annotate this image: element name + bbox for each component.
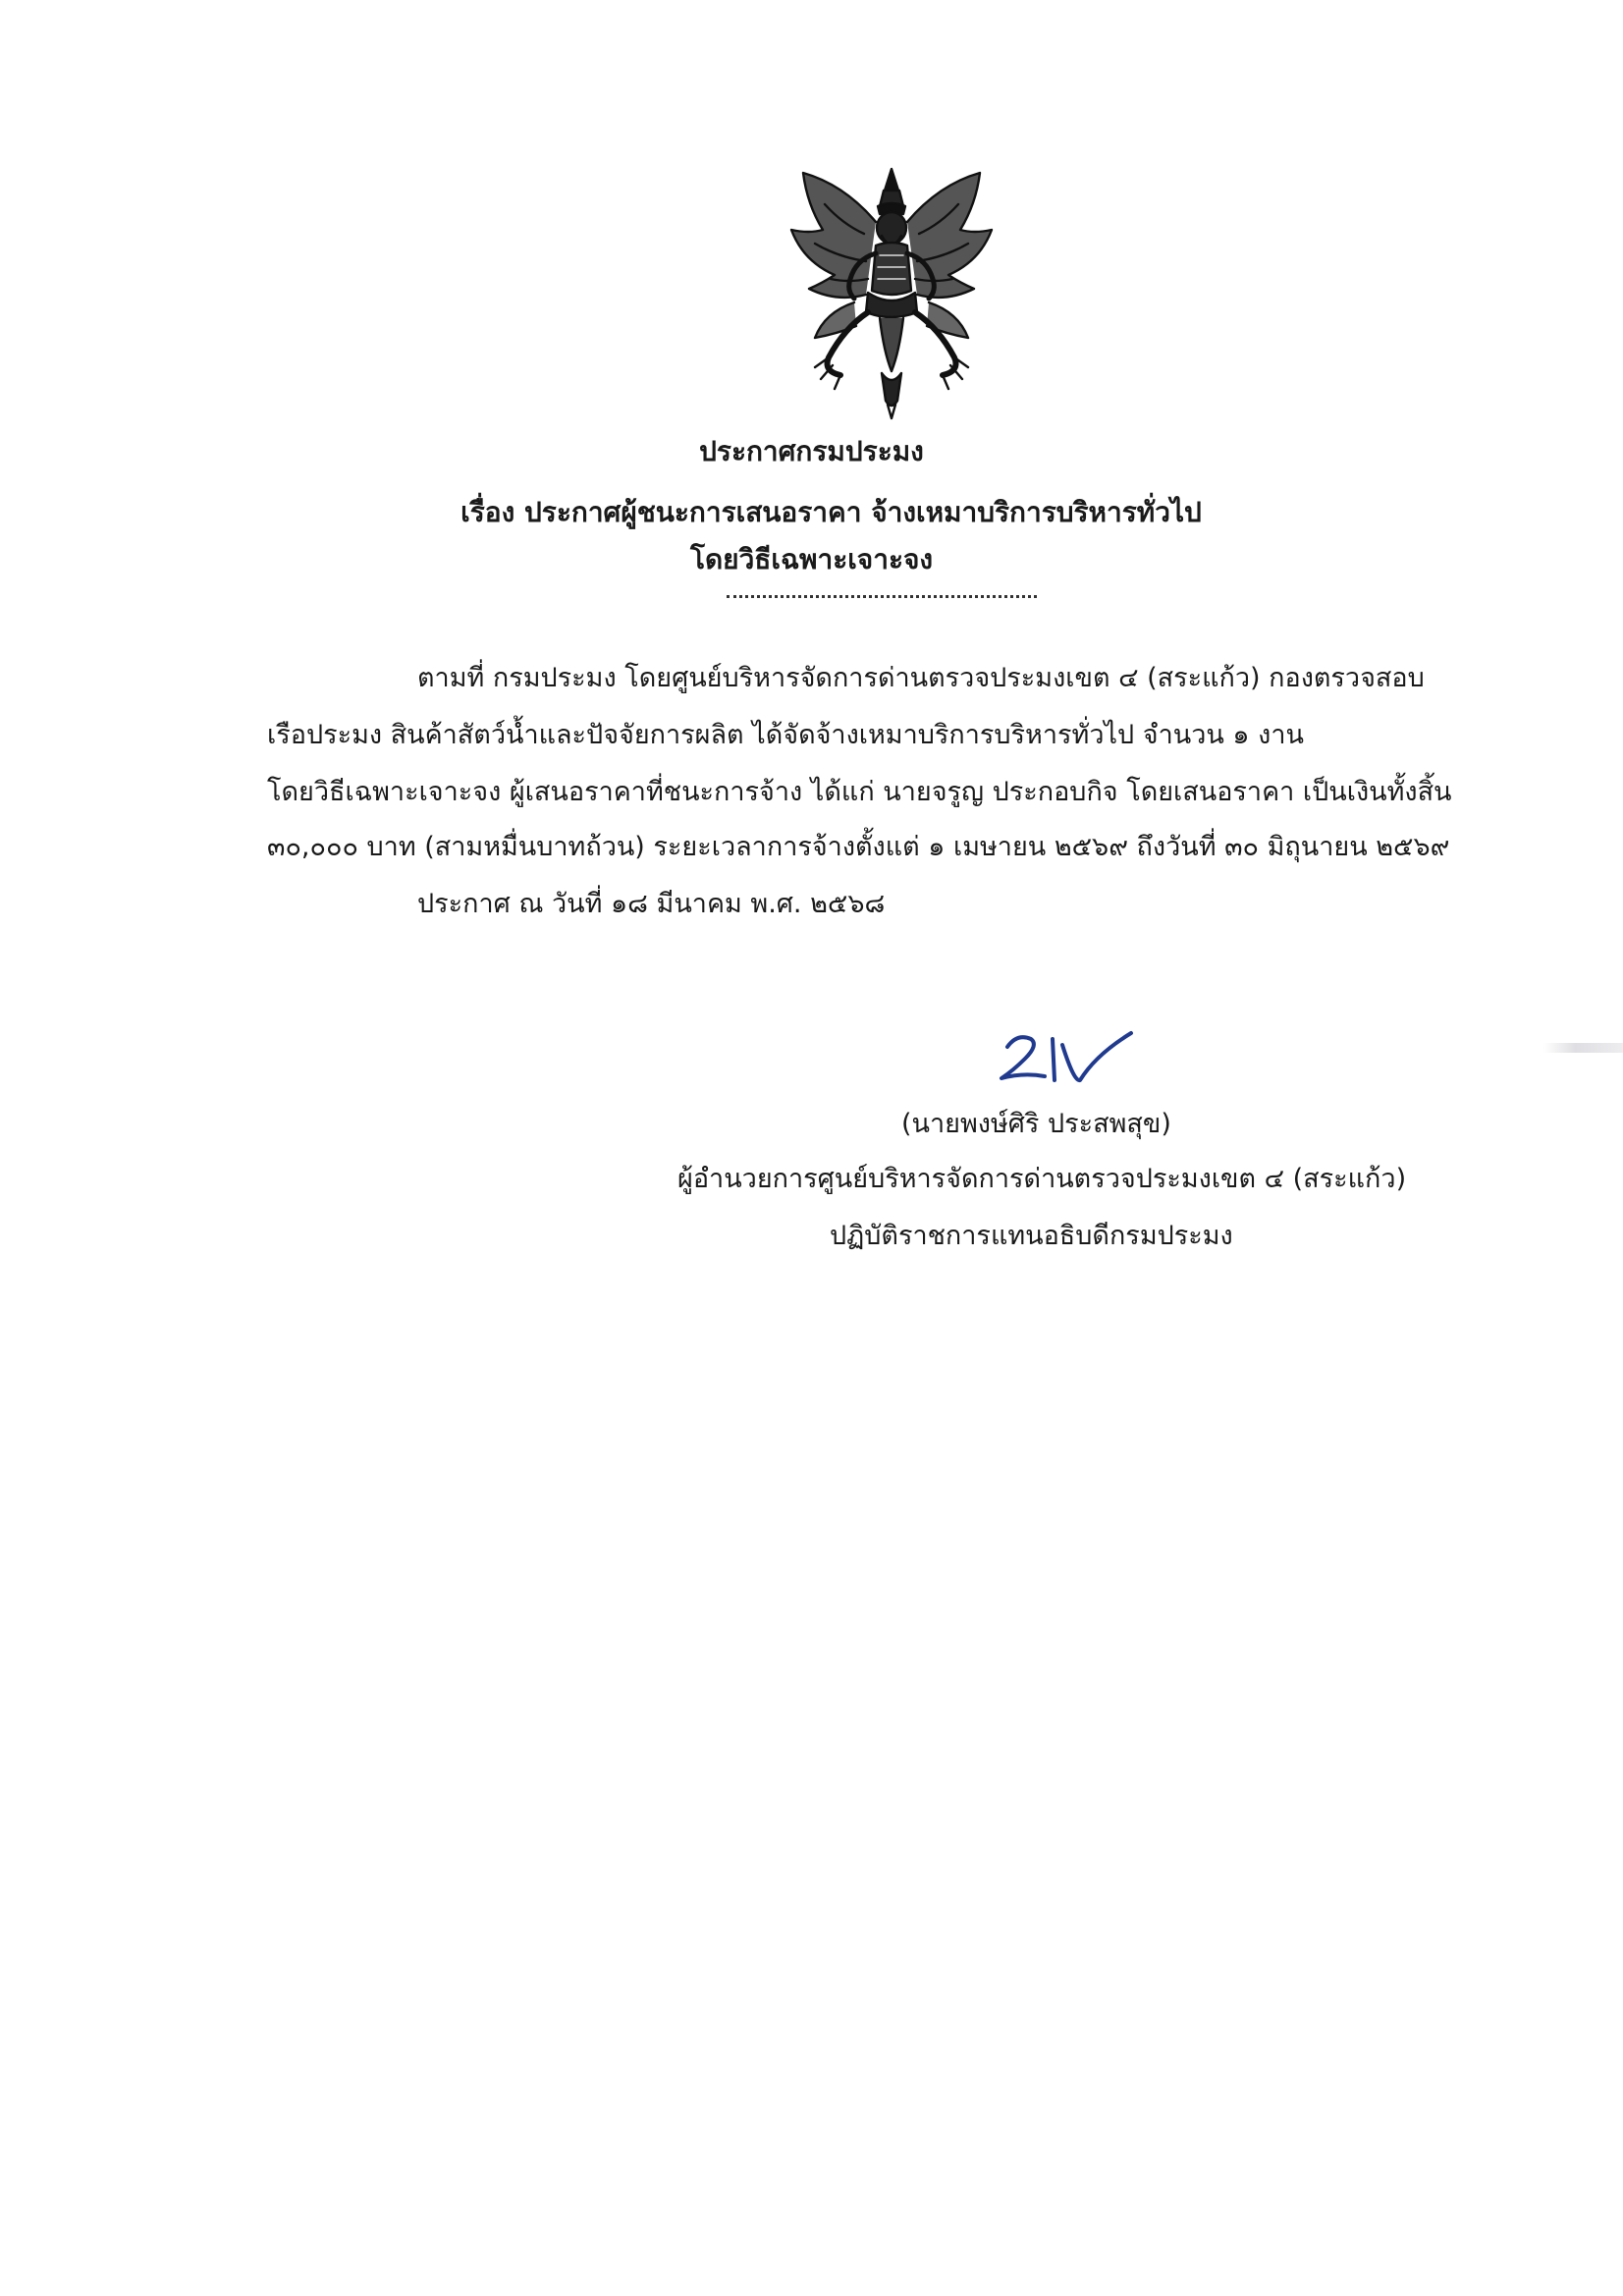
body-paragraph-line: ๓๐,๐๐๐ บาท (สามหมื่นบาทถ้วน) ระยะเวลาการจ้างตั้งแต่ ๑ เมษายน ๒๕๖๙ ถึงวันที่ ๓๐ มิถุนายน ๒๕๖๙ <box>267 832 1450 862</box>
document-title: ประกาศกรมประมง <box>699 435 924 467</box>
body-paragraph-line: เรือประมง สินค้าสัตว์น้ำและปัจจัยการผลิต ได้จัดจ้างเหมาบริการบริหารทั่วไป จำนวน ๑ งาน <box>267 720 1304 750</box>
body-paragraph-line: โดยวิธีเฉพาะเจาะจง ผู้เสนอราคาที่ชนะการจ้าง ได้แก่ นายจรูญ ประกอบกิจ โดยเสนอราคา เป็นเงินทั้งสิ้น <box>267 777 1452 807</box>
body-paragraph-line: ตามที่ กรมประมง โดยศูนย์บริหารจัดการด่านตรวจประมงเขต ๔ (สระแก้ว) กองตรวจสอบ <box>417 663 1425 693</box>
signatory-position: ผู้อำนวยการศูนย์บริหารจัดการด่านตรวจประมงเขต ๔ (สระแก้ว) <box>677 1164 1407 1194</box>
garuda-emblem-icon <box>785 165 998 422</box>
document-method: โดยวิธีเฉพาะเจาะจง <box>689 543 934 575</box>
title-separator <box>727 595 1037 598</box>
document-subject: เรื่อง ประกาศผู้ชนะการเสนอราคา จ้างเหมาบริการบริหารทั่วไป <box>460 496 1202 528</box>
signatory-name: (นายพงษ์ศิริ ประสพสุข) <box>901 1109 1171 1139</box>
handwritten-signature <box>994 1027 1149 1088</box>
signatory-acting-role: ปฏิบัติราชการแทนอธิบดีกรมประมง <box>830 1221 1233 1251</box>
announcement-date: ประกาศ ณ วันที่ ๑๘ มีนาคม พ.ศ. ๒๕๖๘ <box>417 889 886 919</box>
scan-edge-mark <box>1543 1043 1623 1053</box>
